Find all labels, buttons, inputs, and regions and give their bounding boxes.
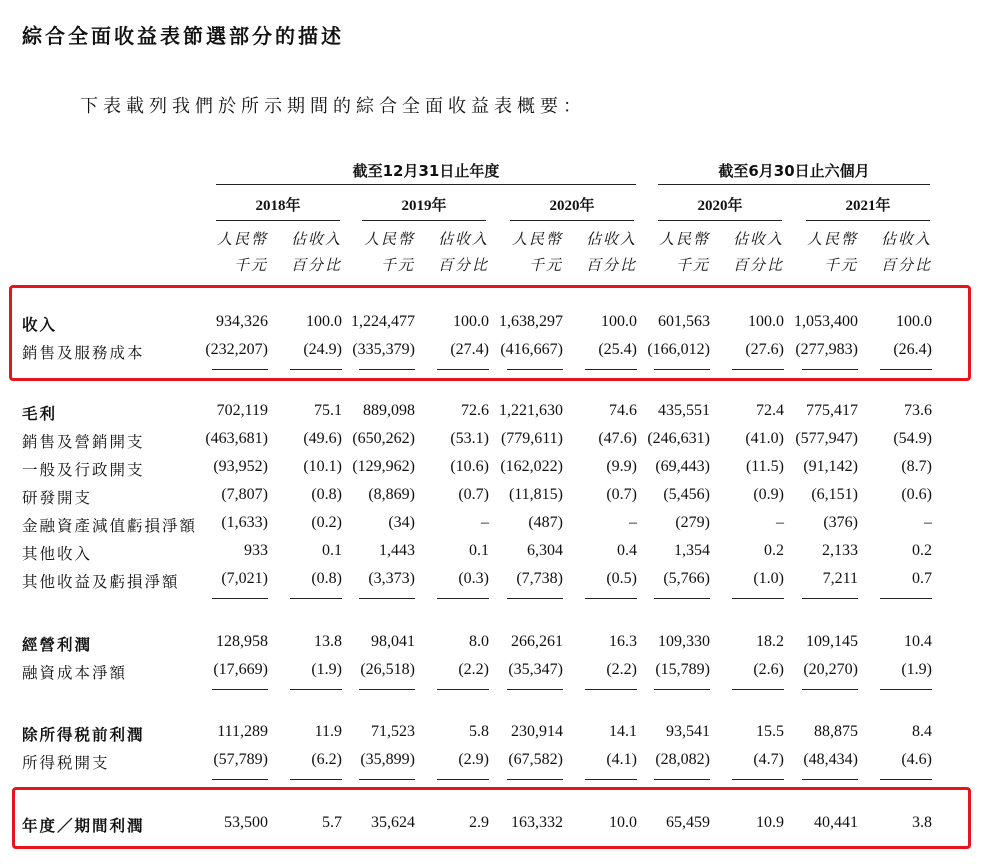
amount-cell: 6,304 [527,542,563,559]
amount-cell: (650,262) [352,430,415,447]
amount-cell: (577,947) [795,430,858,447]
amount-cell: (779,611) [500,430,563,447]
column-header-pct: 佔收入 百分比 [437,230,489,274]
percent-cell: 0.2 [764,542,784,559]
amount-cell: (26,518) [360,661,415,678]
table-row [0,633,996,661]
amount-cell: 1,224,477 [351,313,415,330]
percent-cell: (8.7) [901,458,932,475]
subtotal-underline [802,689,858,690]
period-six-months-header: 截至6月30日止六個月 [718,162,870,180]
amount-cell: (67,582) [508,751,563,768]
percent-cell: (2.6) [753,661,784,678]
percent-cell: 11.9 [314,723,342,740]
subtotal-underline [802,779,858,780]
percent-cell: 0.2 [912,542,932,559]
percent-cell: (0.7) [606,486,637,503]
percent-cell: 100.0 [896,313,932,330]
amount-cell: 163,332 [511,814,563,831]
column-header-rmb: 人民幣 千元 [511,230,563,274]
percent-cell: (26.4) [893,341,932,358]
percent-cell: 8.4 [912,723,932,740]
amount-cell: 53,500 [224,814,268,831]
row-label: 除所得税前利潤 [22,726,145,744]
subtotal-underline [585,598,637,599]
highlight-box-profit [12,787,971,849]
year-rule [362,220,486,221]
percent-cell: (25.4) [598,341,637,358]
percent-cell: 100.0 [306,313,342,330]
amount-cell: 71,523 [371,723,415,740]
amount-cell: (487) [528,514,563,531]
amount-cell: (7,807) [221,486,268,503]
row-label: 融資成本淨額 [22,664,128,682]
amount-cell: 109,330 [658,633,710,650]
percent-cell: 0.1 [322,542,342,559]
percent-cell: 73.6 [904,402,932,419]
percent-cell: (2.2) [606,661,637,678]
subtotal-underline [359,598,415,599]
percent-cell: (27.6) [745,341,784,358]
amount-cell: 7,211 [822,570,858,587]
amount-cell: 435,551 [658,402,710,419]
percent-cell: (0.2) [311,514,342,531]
amount-cell: 266,261 [511,633,563,650]
table-row [0,486,996,514]
percent-cell: – [481,514,489,531]
subtotal-underline [585,779,637,780]
period-six-months-rule [658,184,930,185]
table-row [0,542,996,570]
amount-cell: 601,563 [658,313,710,330]
percent-cell: (9.9) [606,458,637,475]
percent-cell: 15.5 [756,723,784,740]
percent-cell: (10.1) [303,458,342,475]
percent-cell: (0.7) [458,486,489,503]
subtotal-underline [212,779,268,780]
percent-cell: (1.9) [311,661,342,678]
amount-cell: (35,347) [508,661,563,678]
percent-cell: (24.9) [303,341,342,358]
percent-cell: (4.7) [753,751,784,768]
year-header: 2018年 [255,198,301,214]
subtotal-underline [290,779,342,780]
period-annual-header: 截至12月31日止年度 [352,162,500,180]
subtotal-underline [359,689,415,690]
year-rule [510,220,634,221]
year-rule [658,220,782,221]
amount-cell: (376) [823,514,858,531]
amount-cell: 98,041 [371,633,415,650]
year-header: 2021年 [845,198,891,214]
percent-cell: (0.6) [901,486,932,503]
percent-cell: (27.4) [450,341,489,358]
subtotal-underline [802,598,858,599]
column-header-pct: 佔收入 百分比 [290,230,342,274]
amount-cell: (20,270) [803,661,858,678]
percent-cell: (10.6) [450,458,489,475]
percent-cell: (4.6) [901,751,932,768]
subtotal-underline [880,779,932,780]
percent-cell: (4.1) [606,751,637,768]
row-label: 所得税開支 [22,754,110,772]
percent-cell: (54.9) [893,430,932,447]
amount-cell: (1,633) [221,514,268,531]
table-row [0,458,996,486]
percent-cell: (1.0) [753,570,784,587]
subtotal-underline [437,689,489,690]
percent-cell: (2.2) [458,661,489,678]
percent-cell: 5.8 [469,723,489,740]
subtotal-underline [507,598,563,599]
amount-cell: (246,631) [647,430,710,447]
percent-cell: 3.8 [912,814,932,831]
section-heading: 綜合全面收益表節選部分的描述 [22,24,344,48]
subtotal-underline [507,779,563,780]
amount-cell: (416,667) [500,341,563,358]
subtotal-underline [585,689,637,690]
amount-cell: (48,434) [803,751,858,768]
intro-text: 下表載列我們於所示期間的綜合全面收益表概要： [80,96,586,117]
amount-cell: (11,815) [508,486,563,503]
amount-cell: (8,869) [368,486,415,503]
percent-cell: (0.5) [606,570,637,587]
amount-cell: (166,012) [647,341,710,358]
subtotal-underline [880,598,932,599]
percent-cell: (11.5) [745,458,784,475]
year-header: 2020年 [697,198,743,214]
amount-cell: 88,875 [814,723,858,740]
table-row [0,570,996,598]
percent-cell: (53.1) [450,430,489,447]
table-row [0,661,996,689]
row-label: 銷售及服務成本 [22,344,145,362]
percent-cell: (1.9) [901,661,932,678]
amount-cell: 1,221,630 [499,402,563,419]
amount-cell: (6,151) [811,486,858,503]
subtotal-underline [732,779,784,780]
amount-cell: (17,669) [213,661,268,678]
column-header-rmb: 人民幣 千元 [363,230,415,274]
column-header-rmb: 人民幣 千元 [658,230,710,274]
year-rule [806,220,930,221]
row-label: 一般及行政開支 [22,461,145,479]
amount-cell: 128,958 [216,633,268,650]
percent-cell: 100.0 [748,313,784,330]
amount-cell: 40,441 [814,814,858,831]
amount-cell: (5,456) [663,486,710,503]
subtotal-underline [654,689,710,690]
amount-cell: (28,082) [655,751,710,768]
percent-cell: 0.1 [469,542,489,559]
percent-cell: 0.4 [617,542,637,559]
amount-cell: 111,289 [217,723,268,740]
table-row [0,402,996,430]
subtotal-underline [732,598,784,599]
subtotal-underline [880,689,932,690]
subtotal-underline [359,779,415,780]
percent-cell: (0.8) [311,570,342,587]
percent-cell: (0.8) [311,486,342,503]
percent-cell: – [776,514,784,531]
percent-cell: 8.0 [469,633,489,650]
row-label: 研發開支 [22,489,93,507]
percent-cell: – [629,514,637,531]
amount-cell: 1,053,400 [794,313,858,330]
subtotal-underline [654,779,710,780]
amount-cell: (129,962) [352,458,415,475]
table-row [0,723,996,751]
table-row [0,514,996,542]
year-header: 2020年 [549,198,595,214]
amount-cell: 93,541 [666,723,710,740]
period-annual-rule [216,184,636,185]
percent-cell: 75.1 [314,402,342,419]
amount-cell: 1,638,297 [499,313,563,330]
column-header-pct: 佔收入 百分比 [732,230,784,274]
row-label: 收入 [22,316,58,334]
percent-cell: (47.6) [598,430,637,447]
amount-cell: (5,766) [663,570,710,587]
subtotal-underline [732,689,784,690]
percent-cell: (0.3) [458,570,489,587]
amount-cell: 889,098 [363,402,415,419]
amount-cell: (279) [675,514,710,531]
subtotal-underline [507,689,563,690]
percent-cell: 100.0 [601,313,637,330]
percent-cell: 13.8 [314,633,342,650]
amount-cell: (3,373) [368,570,415,587]
percent-cell: – [924,514,932,531]
amount-cell: (7,738) [516,570,563,587]
amount-cell: 702,119 [216,402,268,419]
row-label: 年度／期間利潤 [22,817,145,835]
amount-cell: 934,326 [216,313,268,330]
percent-cell: 14.1 [609,723,637,740]
year-header: 2019年 [401,198,447,214]
row-label: 金融資產減值虧損淨額 [22,517,198,535]
year-rule [216,220,340,221]
amount-cell: (335,379) [352,341,415,358]
percent-cell: (2.9) [458,751,489,768]
percent-cell: 0.7 [912,570,932,587]
percent-cell: (41.0) [745,430,784,447]
amount-cell: (277,983) [795,341,858,358]
amount-cell: 35,624 [371,814,415,831]
column-header-pct: 佔收入 百分比 [585,230,637,274]
amount-cell: 1,354 [674,542,710,559]
percent-cell: 2.9 [469,814,489,831]
percent-cell: 10.4 [904,633,932,650]
table-row [0,751,996,779]
amount-cell: (232,207) [205,341,268,358]
amount-cell: 65,459 [666,814,710,831]
amount-cell: 1,443 [379,542,415,559]
column-header-rmb: 人民幣 千元 [216,230,268,274]
percent-cell: 18.2 [756,633,784,650]
percent-cell: (49.6) [303,430,342,447]
percent-cell: (6.2) [311,751,342,768]
percent-cell: 74.6 [609,402,637,419]
amount-cell: (35,899) [360,751,415,768]
percent-cell: (0.9) [753,486,784,503]
percent-cell: 72.4 [756,402,784,419]
column-header-rmb: 人民幣 千元 [806,230,858,274]
subtotal-underline [290,598,342,599]
column-header-pct: 佔收入 百分比 [880,230,932,274]
amount-cell: 109,145 [806,633,858,650]
percent-cell: 10.0 [609,814,637,831]
percent-cell: 10.9 [756,814,784,831]
amount-cell: (69,443) [655,458,710,475]
percent-cell: 72.6 [461,402,489,419]
subtotal-underline [290,689,342,690]
amount-cell: 775,417 [806,402,858,419]
amount-cell: (463,681) [205,430,268,447]
highlight-box-revenue [9,285,971,381]
amount-cell: 2,133 [822,542,858,559]
percent-cell: 100.0 [453,313,489,330]
subtotal-underline [437,779,489,780]
row-label: 經營利潤 [22,636,93,654]
subtotal-underline [212,598,268,599]
amount-cell: (7,021) [221,570,268,587]
amount-cell: (57,789) [213,751,268,768]
row-label: 其他收入 [22,545,93,563]
amount-cell: 230,914 [511,723,563,740]
amount-cell: 933 [244,542,268,559]
amount-cell: (93,952) [213,458,268,475]
percent-cell: 5.7 [322,814,342,831]
row-label: 毛利 [22,405,58,423]
row-label: 銷售及營銷開支 [22,433,145,451]
percent-cell: 16.3 [609,633,637,650]
subtotal-underline [654,598,710,599]
amount-cell: (34) [388,514,415,531]
row-label: 其他收益及虧損淨額 [22,573,180,591]
subtotal-underline [437,598,489,599]
amount-cell: (162,022) [500,458,563,475]
amount-cell: (15,789) [655,661,710,678]
amount-cell: (91,142) [803,458,858,475]
table-row [0,430,996,458]
subtotal-underline [212,689,268,690]
